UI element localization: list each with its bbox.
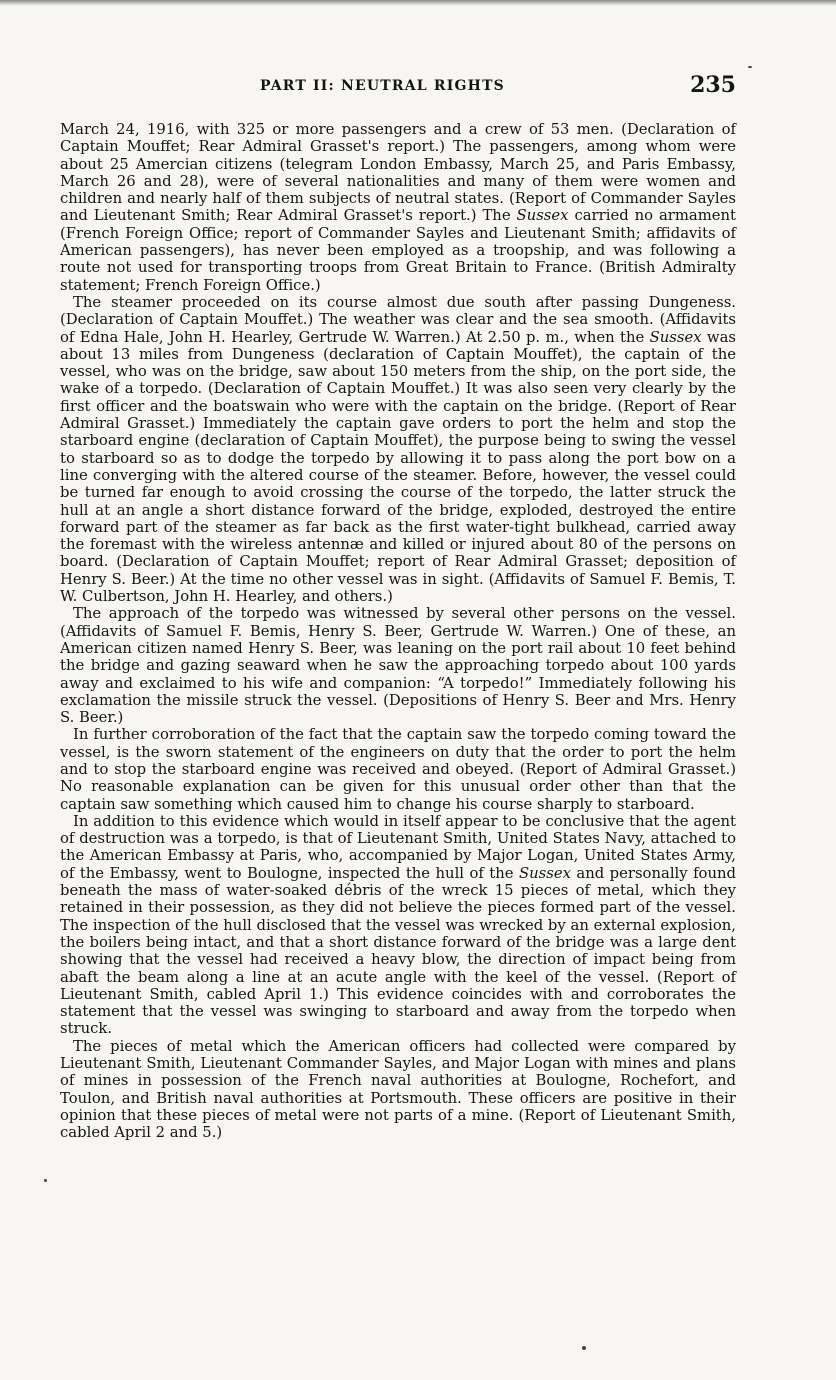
text-run: carried no armament (French Foreign Office; report of Commander Sayles and Lieutenant Smith; affidavits of American passengers), has never been employed as a troopship, and was following a route not used for transporting troops from Great Britain to France. (British Admiralty statement; French Foreign Office.) [60,207,736,294]
body-text [60,121,736,1142]
scan-speck [44,1179,47,1182]
ship-name-italic: Sussex [516,207,569,225]
running-head: PART II: NEUTRAL RIGHTS [260,78,505,94]
scan-speck [582,1346,586,1350]
ship-name-italic: Sussex [518,864,571,882]
scanned-page-edge [0,0,836,6]
text-run: The steamer proceeded on its course almost due south after passing Dungeness. (Declaration of Captain Mouffet.) The weather was clear and the sea smooth. (Affidavits of Edna Hale, John H. Hearley, Gertrude W. Warren.) At 2.50 p. m., when the [60,293,736,346]
paragraph [60,605,736,726]
text-run: March 24, 1916, with 325 or more passengers and a crew of 53 men. (Declaration of Captain Mouffet; Rear Admiral Grasset's report.) The passengers, among whom were about 25 Amercian citizens (telegram London Embassy, March 25, and Paris Embassy, March 26 and 28), were of several nationalities and many of them were women and children and nearly half of them subjects of neutral states. (Report of Commander Sayles and Lieutenant Smith; Rear Admiral Grasset's report.) The [60,121,736,225]
text-run: and personally found beneath the mass of water-soaked débris of the wreck 15 pieces of metal, which they retained in their possession, as they did not believe the pieces formed part of the vessel. The inspection of the hull disclosed that the vessel was wrecked by an external explosion, the boilers being intact, and that a short distance forward of the bridge was a large dent showing that the vessel had received a heavy blow, the direction of impact being from abaft the beam along a line at an acute angle with the keel of the vessel. (Report of Lieutenant Smith, cabled April 1.) This evidence coincides with and corroborates the statement that the vessel was swinging to starboard and away from the torpedo when struck. [60,864,736,1038]
paragraph [60,726,736,812]
page-header [60,74,736,100]
text-run: In addition to this evidence which would in itself appear to be conclusive that the agent of destruction was a torpedo, is that of Lieutenant Smith, United States Navy, attached to the American Embassy at Paris, who, accompanied by Major Logan, United States Army, of the Embassy, went to Boulogne, inspected the hull of the [60,812,736,882]
paragraph [60,121,736,294]
scan-speck [748,66,752,68]
text-run: In further corroboration of the fact that the captain saw the torpedo coming toward the vessel, is the sworn statement of the engineers on duty that the order to port the helm and to stop the starboard engine was received and obeyed. (Report of Admiral Grasset.) No reasonable explanation can be given for this unusual order other than that the captain saw something which caused him to change his course sharply to starboard. [60,726,736,813]
page-number: 235 [690,72,736,98]
paragraph [60,813,736,1038]
ship-name-italic: Sussex [649,328,702,346]
paragraph [60,1038,736,1142]
text-run: was about 13 miles from Dungeness (declaration of Captain Mouffet), the captain of the vessel, who was on the bridge, saw about 150 meters from the ship, on the port side, the wake of a torpedo. (Declaration of Captain Mouffet.) It was also seen very clearly by the first officer and the boatswain who were with the captain on the bridge. (Report of Rear Admiral Grasset.) Immediately the captain gave orders to port the helm and stop the starboard engine (declaration of Captain Mouffet), the purpose being to swing the vessel to starboard so as to dodge the torpedo by allowing it to pass along the port bow on a line converging with the altered course of the steamer. Before, however, the vessel could be turned far enough to avoid crossing the course of the torpedo, the latter struck the hull at an angle a short distance forward of the bridge, exploded, destroyed the entire forward part of the steamer as far back as the first water-tight bulkhead, carried away the foremast with the wireless antennæ and killed or injured about 80 of the persons on board. (Declaration of Captain Mouffet; report of Rear Admiral Grasset; deposition of Henry S. Beer.) At the time no other vessel was in sight. (Affidavits of Samuel F. Bemis, T. W. Culbertson, John H. Hearley, and others.) [60,328,736,606]
paragraph [60,294,736,605]
text-run: The pieces of metal which the American officers had collected were compared by Lieutenant Smith, Lieutenant Commander Sayles, and Major Logan with mines and plans of mines in possession of the French naval authorities at Boulogne, Rochefort, and Toulon, and British naval authorities at Portsmouth. These officers are positive in their opinion that these pieces of metal were not parts of a mine. (Report of Lieutenant Smith, cabled April 2 and 5.) [60,1037,736,1142]
text-run: The approach of the torpedo was witnessed by several other persons on the vessel. (Affidavits of Samuel F. Bemis, Henry S. Beer, Gertrude W. Warren.) One of these, an American citizen named Henry S. Beer, was leaning on the port rail about 10 feet behind the bridge and gazing seaward when he saw the approaching torpedo about 100 yards away and exclaimed to his wife and companion: “A torpedo!” Immediately following his exclamation the missile struck the vessel. (Depositions of Henry S. Beer and Mrs. Henry S. Beer.) [60,605,736,727]
